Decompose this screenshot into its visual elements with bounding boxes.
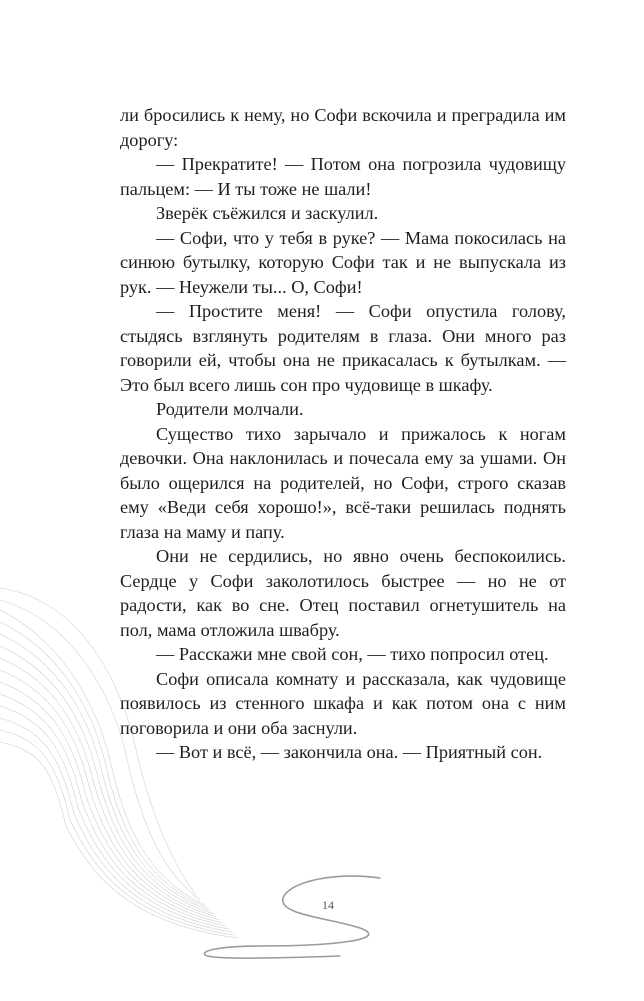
page-number: 14 [322,898,334,912]
paragraph: — Расскажи мне свой сон, — тихо попросил отец. [156,644,549,664]
paragraph: — Простите меня! — Софи опустила голову, стыдясь взглянуть родителям в глаза. Они много раз говорили ей, чтобы она не прикасалась к бутылкам. — Это был всего лишь сон про чудовище в шкафу. [120,301,566,395]
paragraph: ли бросились к нему, но Софи вскочила и преградила им дорогу: [120,105,566,150]
paragraph: Софи описала комнату и рассказала, как чудовище появилось из стенного шкафа и как потом она с ним поговорила и они оба заснули. [120,668,566,738]
paragraph: Существо тихо зарычало и прижалось к ногам девочки. Она наклонилась и почесала ему за ушами. Он было ощерился на родителей, но Софи, строго сказав ему «Веди себя хорошо!», всё-таки решилась поднять глаза на маму и папу. [120,423,566,542]
paragraph: — Вот и всё, — закончила она. — Приятный сон. [156,742,543,762]
body-text [120,103,566,765]
paragraph: — Прекратите! — Потом она погрозила чудовищу пальцем: — И ты тоже не шали! [120,154,566,199]
paragraph: Родители молчали. [156,399,304,419]
paragraph: Они не сердились, но явно очень беспокоились. Сердце у Софи заколотилось быстрее — но не от радости, как во сне. Отец поставил огнетушитель на пол, мама отложила швабру. [120,546,566,640]
paragraph: Зверёк съёжился и заскулил. [156,203,379,223]
paragraph: — Софи, что у тебя в руке? — Мама покосилась на синюю бутылку, которую Софи так и не выпускала из рук. — Неужели ты... О, Софи! [120,227,566,297]
